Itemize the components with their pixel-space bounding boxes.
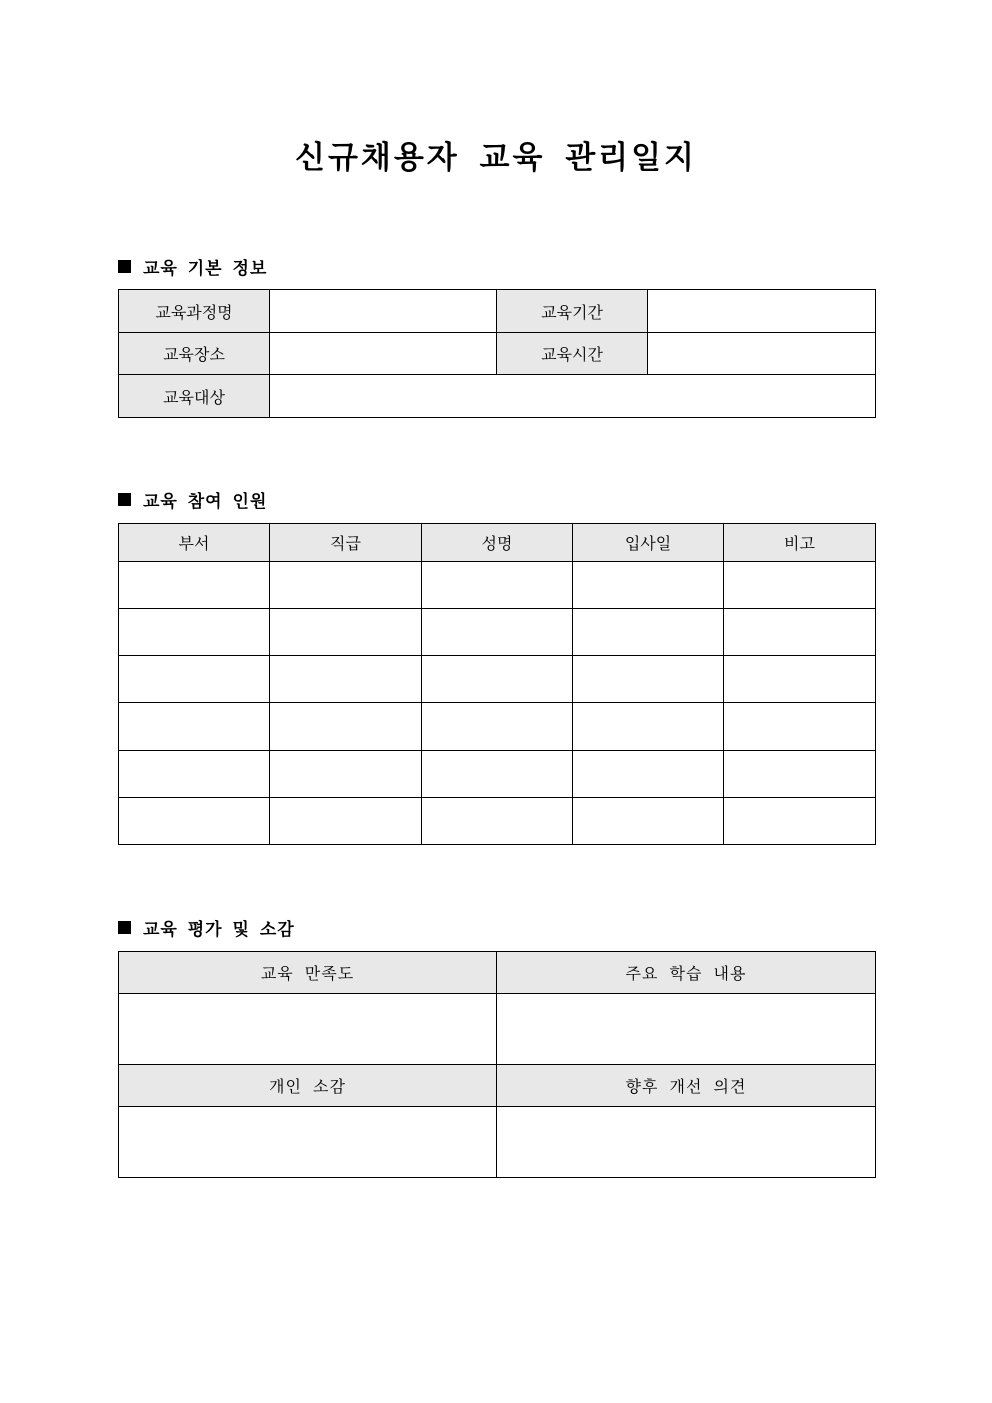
section-heading-label: 교육 평가 및 소감 — [143, 920, 295, 940]
name-cell[interactable] — [422, 656, 573, 703]
department-cell[interactable] — [119, 703, 270, 751]
hire-date-cell[interactable] — [573, 703, 724, 751]
time-label: 교육시간 — [497, 333, 648, 375]
position-cell[interactable] — [270, 609, 422, 656]
improvement-label: 향후 개선 의견 — [497, 1065, 876, 1107]
header-position: 직급 — [270, 524, 422, 562]
target-field[interactable] — [270, 375, 876, 418]
department-cell[interactable] — [119, 656, 270, 703]
department-cell[interactable] — [119, 609, 270, 656]
place-label: 교육장소 — [119, 333, 270, 375]
header-department: 부서 — [119, 524, 270, 562]
course-name-label: 교육과정명 — [119, 290, 270, 333]
remarks-cell[interactable] — [724, 798, 876, 845]
department-cell[interactable] — [119, 562, 270, 609]
key-content-label: 주요 학습 내용 — [497, 952, 876, 994]
table-row — [119, 656, 876, 703]
evaluation-table — [118, 951, 876, 1178]
header-hire-date: 입사일 — [573, 524, 724, 562]
target-label: 교육대상 — [119, 375, 270, 418]
hire-date-cell[interactable] — [573, 656, 724, 703]
satisfaction-field[interactable] — [119, 994, 497, 1065]
participants-table — [118, 523, 876, 845]
position-cell[interactable] — [270, 656, 422, 703]
remarks-cell[interactable] — [724, 656, 876, 703]
section-heading-participants — [118, 487, 267, 512]
square-bullet-icon — [118, 260, 131, 273]
personal-impression-label: 개인 소감 — [119, 1065, 497, 1107]
position-cell[interactable] — [270, 798, 422, 845]
hire-date-cell[interactable] — [573, 609, 724, 656]
name-cell[interactable] — [422, 751, 573, 798]
square-bullet-icon — [118, 921, 131, 934]
table-row — [119, 798, 876, 845]
department-cell[interactable] — [119, 798, 270, 845]
remarks-cell[interactable] — [724, 609, 876, 656]
remarks-cell[interactable] — [724, 562, 876, 609]
table-row — [119, 609, 876, 656]
key-content-field[interactable] — [497, 994, 876, 1065]
square-bullet-icon — [118, 493, 131, 506]
hire-date-cell[interactable] — [573, 798, 724, 845]
department-cell[interactable] — [119, 751, 270, 798]
section-heading-label: 교육 기본 정보 — [143, 259, 268, 279]
position-cell[interactable] — [270, 562, 422, 609]
header-remarks: 비고 — [724, 524, 876, 562]
name-cell[interactable] — [422, 703, 573, 751]
header-name: 성명 — [422, 524, 573, 562]
table-row — [119, 751, 876, 798]
place-field[interactable] — [270, 333, 497, 375]
improvement-field[interactable] — [497, 1107, 876, 1178]
table-row — [119, 562, 876, 609]
table-row — [119, 703, 876, 751]
hire-date-cell[interactable] — [573, 562, 724, 609]
name-cell[interactable] — [422, 562, 573, 609]
page-title: 신규채용자 교육 관리일지 — [295, 140, 697, 176]
period-label: 교육기간 — [497, 290, 648, 333]
period-field[interactable] — [648, 290, 876, 333]
remarks-cell[interactable] — [724, 751, 876, 798]
name-cell[interactable] — [422, 609, 573, 656]
name-cell[interactable] — [422, 798, 573, 845]
basic-info-table — [118, 289, 876, 418]
course-name-field[interactable] — [270, 290, 497, 333]
position-cell[interactable] — [270, 751, 422, 798]
section-heading-basic — [118, 254, 267, 279]
time-field[interactable] — [648, 333, 876, 375]
hire-date-cell[interactable] — [573, 751, 724, 798]
personal-impression-field[interactable] — [119, 1107, 497, 1178]
section-heading-label: 교육 참여 인원 — [143, 492, 268, 512]
remarks-cell[interactable] — [724, 703, 876, 751]
section-heading-evaluation — [118, 915, 295, 940]
satisfaction-label: 교육 만족도 — [119, 952, 497, 994]
position-cell[interactable] — [270, 703, 422, 751]
